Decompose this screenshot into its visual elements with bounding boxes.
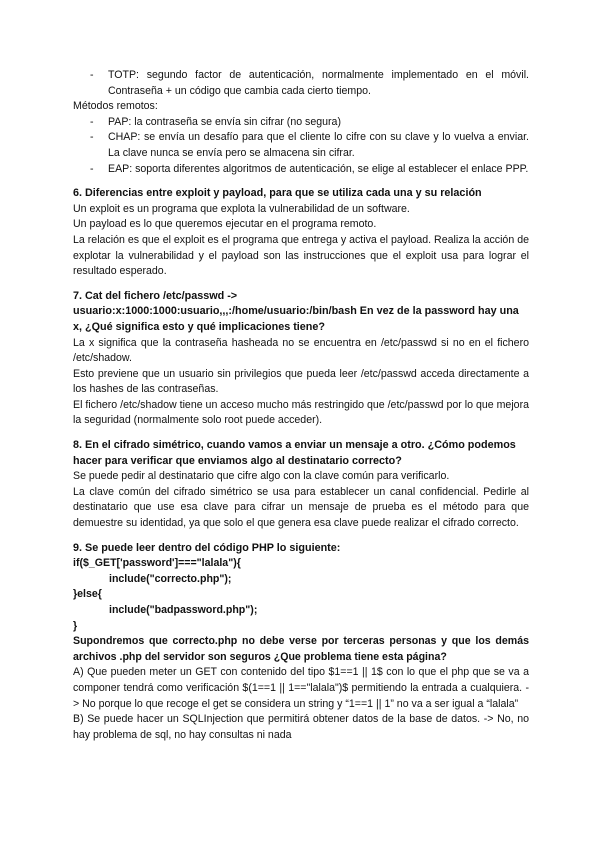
paragraph: El fichero /etc/shadow tiene un acceso mucho más restringido que /etc/passwd por lo que mejora la seguridad (normalmente solo root puede acceder). <box>73 398 529 427</box>
paragraph: La clave común del cifrado simétrico se usa para establecer un canal confidencial. Pedirle al destinatario que use esa clave para cifrar un mensaje de prueba es el método para que demuestre su identidad, ya que solo el que genera esa clave puede realizar el cifrado correcto. <box>73 485 529 530</box>
section-subtitle: usuario:x:1000:1000:usuario,,,:/home/usuario:/bin/bash En vez de la password hay una x, ¿Qué significa esto y qué implicaciones tiene? <box>73 305 519 333</box>
code-line: }else{ <box>73 588 102 601</box>
section-title: 8. En el cifrado simétrico, cuando vamos a enviar un mensaje a otro. ¿Cómo podemos hacer para verificar que enviamos algo al destinatario correcto? <box>73 439 516 467</box>
remote-methods-heading: Métodos remotos: <box>73 100 158 113</box>
answer-paragraph: B) Se puede hacer un SQLInjection que permitirá obtener datos de la base de datos. -> No, no hay problema de sql, no hay consultas ni nada <box>73 713 529 741</box>
paragraph: Esto previene que un usuario sin privilegios que pueda leer /etc/passwd acceda directamente a los hashes de las contraseñas. <box>73 367 529 396</box>
code-line: if($_GET['password']==="lalala"){ <box>73 557 241 570</box>
paragraph: Un exploit es un programa que explota la vulnerabilidad de un software. <box>73 202 410 215</box>
section-title: 9. Se puede leer dentro del código PHP lo siguiente: <box>73 541 341 554</box>
paragraph: La relación es que el exploit es el programa que entrega y activa el payload. Realiza la acción de explotar la vulnerabilidad y el payload son las instrucciones que el exploit usa para lograr el resultado esperado. <box>73 233 529 278</box>
auth-methods-list <box>73 68 529 99</box>
paragraph: Se puede pedir al destinatario que cifre algo con la clave común para verificarlo. <box>73 470 450 483</box>
list-item: - CHAP: se envía un desafío para que el cliente lo cifre con su clave y lo vuelva a enviar. La clave nunca se envía pero se almacena sin cifrar. <box>73 130 529 161</box>
list-item: - PAP: la contraseña se envía sin cifrar (no segura) <box>73 115 529 131</box>
code-block <box>73 556 529 634</box>
code-line: include("badpassword.php"); <box>109 604 258 616</box>
question-text: Supondremos que correcto.php no debe verse por terceras personas y que los demás archivos .php del servidor son seguros ¿Que problema tiene esta página? <box>73 635 529 663</box>
section-8 <box>73 438 529 532</box>
answer-paragraph: A) Que pueden meter un GET con contenido del tipo $1==1 || 1$ con lo que el php que se va a componer tendrá como verificación $(1==1 || 1=="lalala")$ permitiendo la entrada a cualquiera. -> No porque lo que recoge el get se considera un string y “1==1 || 1” no va a ser igual a “lalala” <box>73 666 529 710</box>
section-title: 7. Cat del fichero /etc/passwd -> <box>73 289 238 302</box>
list-item: - TOTP: segundo factor de autenticación, normalmente implementado en el móvil. Contraseña + un código que cambia cada cierto tiempo. <box>73 68 529 99</box>
list-item: - EAP: soporta diferentes algoritmos de autenticación, se elige al establecer el enlace PPP. <box>73 162 529 178</box>
page-content <box>73 68 529 743</box>
paragraph: Un payload es lo que queremos ejecutar en el programa remoto. <box>73 218 377 231</box>
section-6 <box>73 186 529 280</box>
code-line: include("correcto.php"); <box>109 572 232 585</box>
section-7 <box>73 289 529 429</box>
section-title: 6. Diferencias entre exploit y payload, para que se utiliza cada una y su relación <box>73 187 482 200</box>
remote-methods-list <box>73 115 529 177</box>
code-line: } <box>73 619 78 632</box>
paragraph: La x significa que la contraseña hasheada no se encuentra en /etc/passwd si no en el fichero /etc/shadow. <box>73 336 529 365</box>
section-9 <box>73 541 529 744</box>
